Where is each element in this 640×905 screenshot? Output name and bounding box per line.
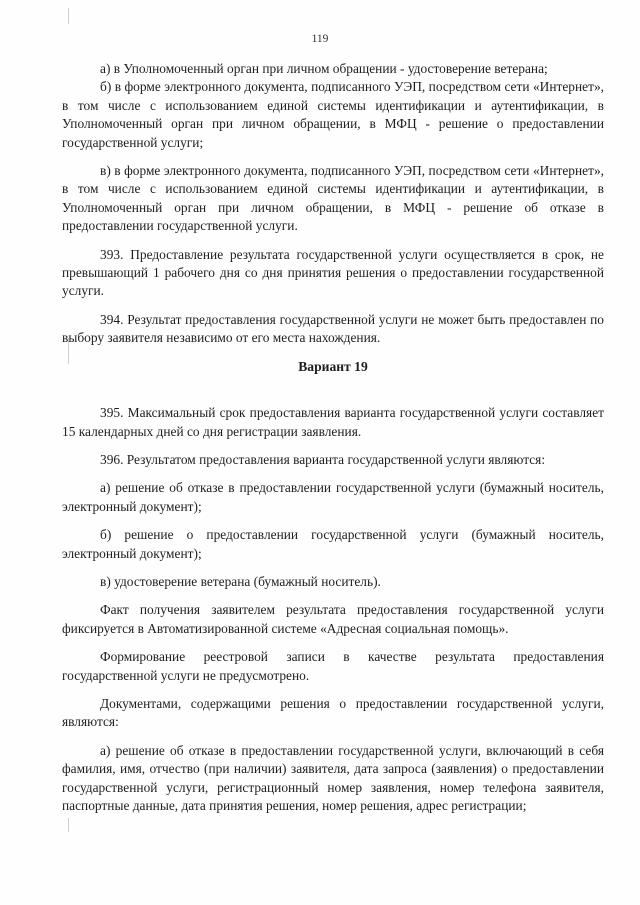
paragraph: в) в форме электронного документа, подписанного УЭП, посредством сети «Интернет», в том числе с использованием единой системы идентификации и аутентификации, в Уполномоченный орган при личном обращении, в МФЦ - решение об отказе в предоставлении государственной услуги.: [62, 163, 604, 234]
paragraph: 393. Предоставление результата государственной услуги осуществляется в срок, не превышающий 1 рабочего дня со дня принятия решения о предоставлении государственной услуги.: [62, 246, 604, 299]
paragraph: 396. Результатом предоставления варианта государственной услуги являются:: [100, 451, 546, 467]
paragraph: Формирование реестровой записи в качестве результата предоставления государственной услуги не предусмотрено.: [62, 649, 604, 683]
paragraph: в) удостоверение ветерана (бумажный носитель).: [100, 573, 381, 589]
paragraph: 394. Результат предоставления государственной услуги не может быть предоставлен по выбору заявителя независимо от его места нахождения.: [62, 311, 604, 346]
paragraph: а) в Уполномоченный орган при личном обращении - удостоверение ветерана;: [100, 61, 548, 76]
paragraph: б) решение о предоставлении государственной услуги (бумажный носитель, электронный документ);: [62, 527, 604, 561]
paragraph: Документами, содержащими решения о предоставлении государственной услуги, являются:: [62, 695, 604, 730]
scan-artifact: [68, 8, 69, 24]
paragraph: а) решение об отказе в предоставлении государственной услуги (бумажный носитель, электронный документ);: [62, 480, 604, 514]
paragraph: 395. Максимальный срок предоставления варианта государственной услуги составляет 15 календарных дней со дня регистрации заявления.: [62, 405, 604, 439]
page-number: 119: [311, 33, 329, 45]
paragraph: б) в форме электронного документа, подписанного УЭП, посредством сети «Интернет», в том числе с использованием единой системы идентификации и аутентификации, в Уполномоченный орган при личном обращении, в МФЦ - решение о предоставлении государственной услуги;: [62, 79, 604, 150]
section-heading: Вариант 19: [298, 358, 368, 374]
scan-artifact: [68, 818, 69, 832]
paragraph: Факт получения заявителем результата предоставления государственной услуги фиксируется в Автоматизированной системе «Адресная социальная помощь».: [62, 602, 604, 636]
paragraph: а) решение об отказе в предоставлении государственной услуги, включающий в себя фамилия, имя, отчество (при наличии) заявителя, дата запроса (заявления) о предоставлении государственной услуги, регистрационный номер заявления, номер телефона заявителя, паспортные данные, дата принятия решения, номер решения, адрес регистрации;: [62, 742, 604, 813]
document-body: [62, 60, 604, 815]
